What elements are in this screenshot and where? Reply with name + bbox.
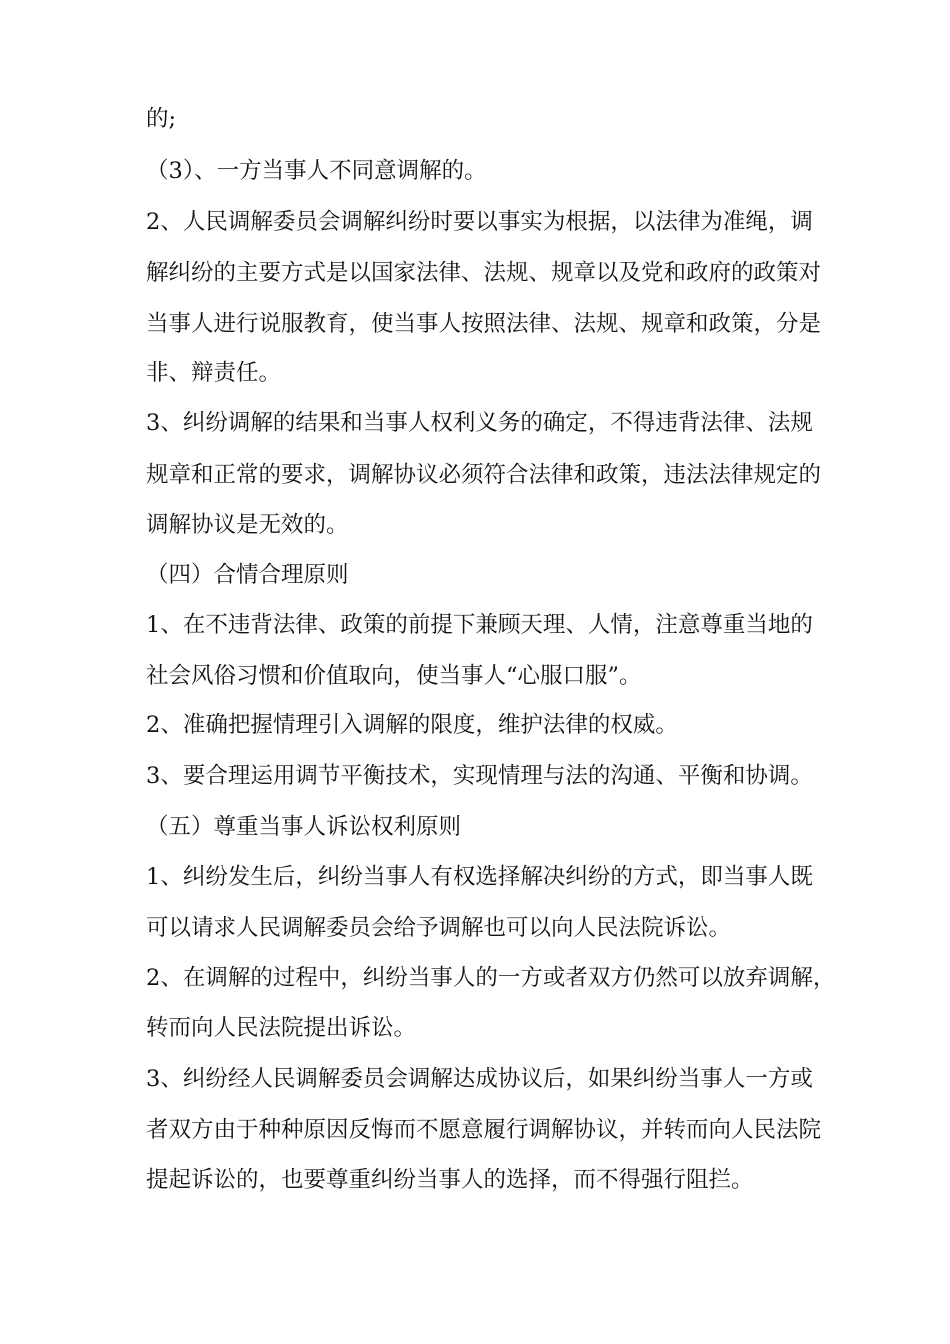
paragraph-line: 3、要合理运用调节平衡技术，实现情理与法的沟通、平衡和协调。 [146, 763, 813, 789]
paragraph-line: 提起诉讼的，也要尊重纠纷当事人的选择，而不得强行阻拦。 [146, 1167, 754, 1193]
paragraph-line: 可以请求人民调解委员会给予调解也可以向人民法院诉讼。 [146, 915, 732, 941]
paragraph-line: 2、准确把握情理引入调解的限度，维护法律的权威。 [146, 712, 678, 738]
paragraph-line: 3、纠纷调解的结果和当事人权利义务的确定，不得违背法律、法规 [146, 410, 813, 436]
paragraph-line: 解纠纷的主要方式是以国家法律、法规、规章以及党和政府的政策对 [146, 260, 822, 286]
text-line: 的; [146, 106, 177, 132]
paragraph-line: 1、纠纷发生后，纠纷当事人有权选择解决纠纷的方式，即当事人既 [146, 864, 813, 890]
paragraph-line: 者双方由于种种原因反悔而不愿意履行调解协议，并转而向人民法院 [146, 1117, 822, 1143]
section-heading: （五）尊重当事人诉讼权利原则 [146, 814, 462, 840]
paragraph-line: 规章和正常的要求，调解协议必须符合法律和政策，违法法律规定的 [146, 462, 822, 488]
section-heading: （四）合情合理原则 [146, 562, 349, 588]
paragraph-line: 3、纠纷经人民调解委员会调解达成协议后，如果纠纷当事人一方或 [146, 1066, 813, 1092]
paragraph-line: 调解协议是无效的。 [146, 512, 349, 538]
paragraph-line: 非、辩责任。 [146, 360, 282, 386]
paragraph-line: 社会风俗习惯和价值取向，使当事人“心服口服”。 [146, 663, 642, 689]
text-line: （3）、一方当事人不同意调解的。 [146, 158, 487, 184]
paragraph-line: 转而向人民法院提出诉讼。 [146, 1015, 417, 1041]
paragraph-line: 2、人民调解委员会调解纠纷时要以事实为根据，以法律为准绳，调 [146, 209, 813, 235]
paragraph-line: 2、在调解的过程中，纠纷当事人的一方或者双方仍然可以放弃调解， [146, 965, 836, 991]
paragraph-line: 当事人进行说服教育，使当事人按照法律、法规、规章和政策，分是 [146, 311, 822, 337]
paragraph-line: 1、在不违背法律、政策的前提下兼顾天理、人情，注意尊重当地的 [146, 612, 813, 638]
